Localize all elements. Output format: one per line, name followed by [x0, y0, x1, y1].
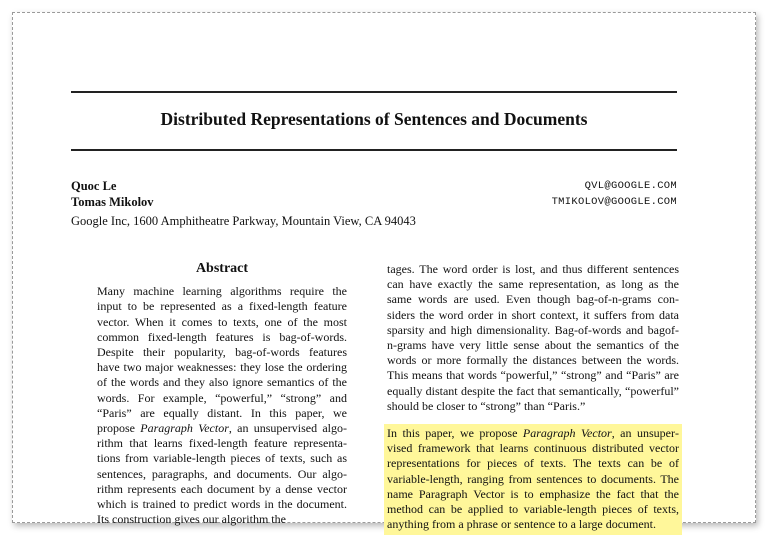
affiliation: Google Inc, 1600 Amphitheatre Parkway, Mountain View, CA 94043: [71, 214, 416, 228]
author-email: QVL@GOOGLE.COM: [584, 180, 677, 192]
abstract-heading: Abstract: [195, 261, 249, 276]
author-block: [71, 178, 677, 229]
abstract-text-part: , an unsupervised algorithm that learns fixed-length feature representations from variable-length pieces of texts, such as sentences, paragraphs, and documents. Our algorithm represents each document by a dense vector which is trained to predict words in the document. Its construction gives our algorithm the: [97, 421, 347, 527]
paper-page: [12, 12, 756, 532]
title-top-rule: [71, 91, 677, 93]
author-row: [71, 178, 677, 194]
abstract-text-part: Many machine learning algorithms require the input to be represented as a fixed-length feature vector. When it comes to texts, one of the most common fixed-length features is bag-of-words. Despite their popularity, bag-of-words features have two major weaknesses: they lose the ordering of the words and they also ignore semantics of the words. For example, “powerful,” “strong” and “Paris” are equally distant. In this paper, we propose: [97, 284, 347, 436]
author-name: Quoc Le: [71, 179, 117, 193]
highlight-emphasis: Paragraph Vector: [522, 426, 612, 441]
title-bottom-rule: [71, 149, 677, 151]
paper-title: Distributed Representations of Sentences and Documents: [160, 109, 588, 129]
highlighted-paragraph: [384, 424, 682, 535]
abstract-column: [97, 261, 347, 527]
highlight-text-part: In this paper, we propose: [387, 426, 523, 441]
author-email: TMIKOLOV@GOOGLE.COM: [551, 196, 677, 208]
intro-column: [387, 262, 679, 535]
intro-paragraph: tages. The word order is lost, and thus different sentences can have exactly the same representation, as long as the same words are used. Even though bag-of-n-grams considers the word order in short context, it suffers from data sparsity and high dimensionality. Bag-of-words and bagof-n-grams have very little sense about the semantics of the words or more formally the distances between the words. This means that words “powerful,” “strong” and “Paris” are equally distant despite the fact that semantically, “powerful” should be closer to “strong” than “Paris.”: [387, 262, 679, 413]
author-name: Tomas Mikolov: [71, 195, 154, 209]
highlight-text-part: , an unsupervised framework that learns continuous distributed vector representations for pieces of texts. The texts can be of variable-length, ranging from sentences to documents. The name Paragraph Vector is to emphasize the fact that the method can be applied to variable-length pieces of texts, anything from a phrase or sentence to a large document.: [387, 426, 679, 532]
author-row: [71, 194, 677, 210]
abstract-emphasis: Paragraph Vector: [140, 421, 229, 436]
abstract-text: [97, 284, 347, 527]
